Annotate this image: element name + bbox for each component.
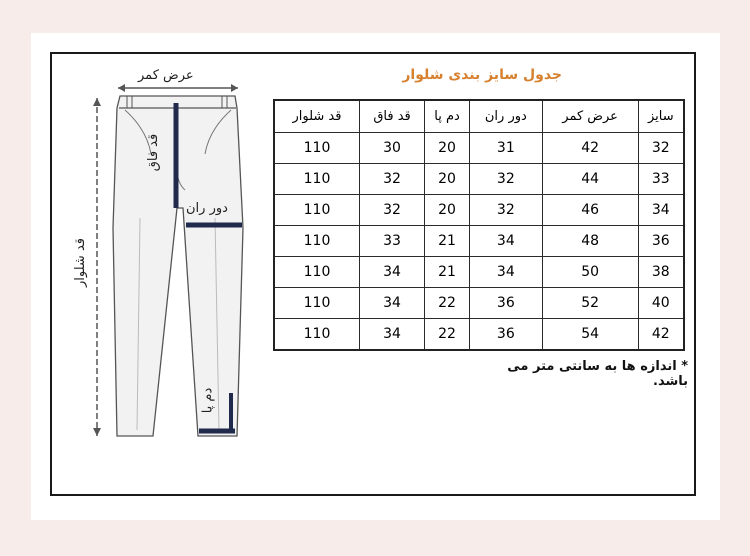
table-row <box>274 288 684 319</box>
table-cell: 34 <box>360 319 425 351</box>
units-note: * اندازه ها به سانتی متر می باشد. <box>507 359 688 389</box>
chart-title: جدول سایز بندی شلوار <box>402 67 562 83</box>
header-size: سایز <box>638 100 684 133</box>
table-cell: 110 <box>274 195 360 226</box>
table-cell: 31 <box>470 133 543 164</box>
rise-label: قد فاق <box>146 133 162 172</box>
hem-label: دم پا <box>200 387 216 414</box>
table-cell: 110 <box>274 226 360 257</box>
table-cell: 34 <box>470 226 543 257</box>
table-row <box>274 195 684 226</box>
table-cell: 42 <box>542 133 638 164</box>
table-cell: 110 <box>274 133 360 164</box>
table-cell: 30 <box>360 133 425 164</box>
waist-label: عرض کمر <box>138 68 194 83</box>
table-header-row <box>274 100 684 133</box>
table-cell: 110 <box>274 164 360 195</box>
table-cell: 34 <box>470 257 543 288</box>
table-cell: 32 <box>470 195 543 226</box>
table-cell: 110 <box>274 257 360 288</box>
table-cell: 110 <box>274 319 360 351</box>
table-cell: 48 <box>542 226 638 257</box>
table-cell: 34 <box>360 288 425 319</box>
thigh-label: دور ران <box>186 201 228 216</box>
size-table <box>273 99 685 351</box>
table-cell: 34 <box>360 257 425 288</box>
table-cell: 42 <box>638 319 684 351</box>
table-cell: 34 <box>638 195 684 226</box>
table-row <box>274 164 684 195</box>
table-cell: 20 <box>425 164 470 195</box>
table-row <box>274 226 684 257</box>
table-cell: 32 <box>360 164 425 195</box>
table-cell: 22 <box>425 319 470 351</box>
table-cell: 32 <box>470 164 543 195</box>
table-cell: 110 <box>274 288 360 319</box>
header-hem: دم پا <box>425 100 470 133</box>
header-length: قد شلوار <box>274 100 360 133</box>
table-row <box>274 319 684 351</box>
header-rise: قد فاق <box>360 100 425 133</box>
table-cell: 40 <box>638 288 684 319</box>
table-cell: 46 <box>542 195 638 226</box>
table-cell: 50 <box>542 257 638 288</box>
header-thigh: دور ران <box>470 100 543 133</box>
table-cell: 20 <box>425 195 470 226</box>
length-label: قد شلوار <box>72 238 88 287</box>
table-cell: 52 <box>542 288 638 319</box>
table-cell: 20 <box>425 133 470 164</box>
table-cell: 38 <box>638 257 684 288</box>
table-cell: 44 <box>542 164 638 195</box>
table-cell: 36 <box>470 319 543 351</box>
table-cell: 54 <box>542 319 638 351</box>
table-cell: 36 <box>638 226 684 257</box>
table-cell: 32 <box>638 133 684 164</box>
table-cell: 33 <box>360 226 425 257</box>
table-cell: 21 <box>425 226 470 257</box>
table-cell: 22 <box>425 288 470 319</box>
table-row <box>274 133 684 164</box>
table-cell: 33 <box>638 164 684 195</box>
header-waist: عرض کمر <box>542 100 638 133</box>
table-row <box>274 257 684 288</box>
table-cell: 32 <box>360 195 425 226</box>
table-cell: 36 <box>470 288 543 319</box>
table-cell: 21 <box>425 257 470 288</box>
